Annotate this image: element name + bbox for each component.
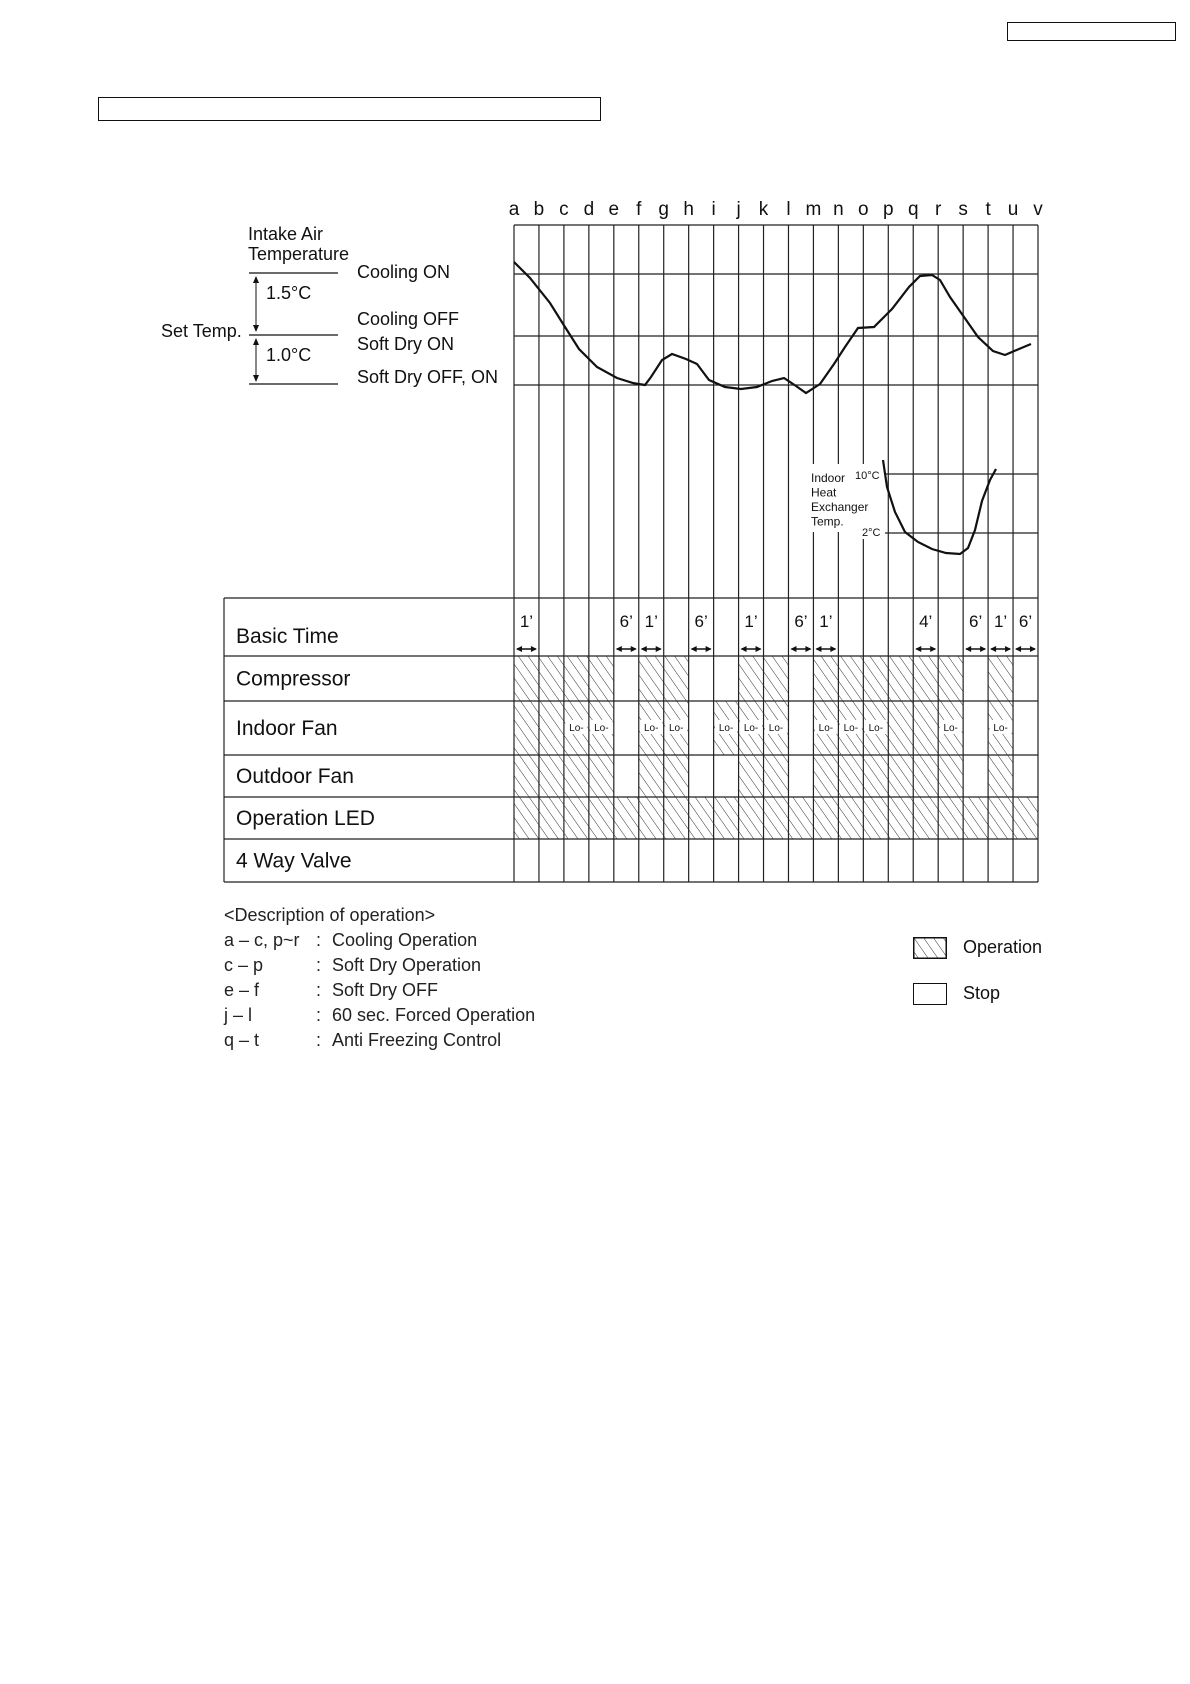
intake-air-temperature-curve (514, 262, 1031, 393)
arrow-down-icon (253, 325, 259, 332)
row-label: Outdoor Fan (236, 765, 354, 788)
basic-time-label: 1’ (744, 612, 758, 631)
hx-high-temp-label: 10°C (855, 470, 880, 482)
arrow-head-left-icon (965, 646, 971, 652)
description-item-sep: : (316, 980, 322, 1000)
column-label-c: c (559, 199, 569, 220)
column-label-t: t (985, 199, 991, 220)
basic-time-label: 6’ (794, 612, 808, 631)
legend-stop (913, 983, 1113, 1007)
description-item-sep: : (316, 930, 322, 950)
basic-time-label: 6’ (694, 612, 708, 631)
lo-label: Lo- (644, 723, 659, 734)
basic-time-label: 6’ (619, 612, 633, 631)
threshold-label: Soft Dry OFF, ON (357, 367, 499, 387)
arrow-head-right-icon (631, 646, 637, 652)
hx-low-temp-label: 2°C (862, 527, 881, 539)
delta-lower-label: 1.0°C (266, 345, 312, 365)
column-label-o: o (858, 199, 869, 220)
arrow-head-right-icon (1005, 646, 1011, 652)
column-label-l: l (786, 199, 791, 220)
intake-air-label-line2: Temperature (248, 244, 350, 264)
lo-label: Lo- (943, 723, 958, 734)
column-label-b: b (533, 199, 545, 220)
arrow-head-right-icon (980, 646, 986, 652)
lo-label: Lo- (718, 723, 734, 734)
lo-label: Lo- (594, 723, 609, 734)
operation-segment (514, 797, 1038, 839)
column-label-e: e (608, 199, 620, 220)
legend-operation (913, 937, 1113, 961)
description-item-text: 60 sec. Forced Operation (332, 1005, 536, 1025)
arrow-head-left-icon (815, 646, 821, 652)
empty-swatch-icon (913, 983, 947, 1005)
basic-time-label: 4’ (919, 612, 933, 631)
lo-label: Lo- (818, 723, 834, 734)
arrow-head-left-icon (1015, 646, 1021, 652)
lo-label: Lo- (768, 723, 784, 734)
column-label-m: m (805, 199, 822, 220)
hx-label-line: Indoor (811, 471, 846, 485)
description-item (224, 978, 644, 1003)
arrow-head-left-icon (990, 646, 996, 652)
arrow-head-left-icon (741, 646, 747, 652)
hx-label-line: Temp. (811, 514, 844, 529)
column-label-v: v (1033, 199, 1043, 220)
description-item-sep: : (316, 955, 322, 975)
operation-description (224, 903, 644, 1053)
column-label-i: i (711, 199, 716, 220)
description-item (224, 1028, 644, 1053)
description-item-text: Anti Freezing Control (332, 1030, 502, 1050)
column-label-j: j (736, 199, 741, 220)
description-item-text: Soft Dry OFF (332, 980, 439, 1000)
legend-stop-label: Stop (963, 983, 1001, 1003)
basic-time-label: 1’ (993, 612, 1008, 631)
threshold-label: Soft Dry ON (357, 334, 455, 354)
intake-air-label-line1: Intake Air (248, 224, 324, 244)
arrow-up-icon (253, 338, 259, 345)
column-label-d: d (583, 199, 595, 220)
row-label: Operation LED (236, 807, 375, 830)
hx-label-line: Exchanger (811, 500, 869, 514)
lo-label: Lo- (843, 723, 859, 734)
legend (913, 937, 1113, 1017)
arrow-head-left-icon (915, 646, 921, 652)
arrow-head-right-icon (706, 646, 712, 652)
description-item-sep: : (316, 1030, 322, 1050)
delta-upper-label: 1.5°C (266, 283, 312, 303)
legend-operation-label: Operation (963, 937, 1043, 957)
arrow-head-right-icon (1030, 646, 1036, 652)
column-label-h: h (683, 199, 694, 220)
hx-label-line: Heat (811, 485, 837, 500)
arrow-head-right-icon (531, 646, 537, 652)
arrow-down-icon (253, 375, 259, 382)
description-item-key: e – f (224, 980, 260, 1000)
basic-time-label: 6’ (1018, 612, 1033, 631)
basic-time-label: 1’ (519, 612, 534, 631)
description-item-key: q – t (224, 1030, 260, 1050)
description-item (224, 928, 644, 953)
arrow-head-left-icon (616, 646, 622, 652)
row-label: Compressor (236, 667, 351, 691)
column-label-n: n (833, 199, 844, 220)
column-label-r: r (935, 199, 942, 220)
row-label: Indoor Fan (236, 717, 338, 740)
description-item-key: a – c, p~r (224, 930, 300, 950)
arrow-head-right-icon (656, 646, 662, 652)
column-label-q: q (907, 199, 919, 220)
column-label-p: p (882, 199, 894, 220)
lo-label: Lo- (668, 723, 684, 734)
set-temp-label: Set Temp. (161, 321, 242, 341)
column-label-g: g (658, 199, 670, 220)
arrow-head-left-icon (790, 646, 796, 652)
description-item-sep: : (316, 1005, 322, 1025)
arrow-head-left-icon (691, 646, 697, 652)
column-label-s: s (958, 199, 968, 220)
description-item-key: c – p (224, 955, 264, 975)
description-item-text: Cooling Operation (332, 930, 478, 950)
basic-time-label: 1’ (644, 612, 658, 631)
operation-segment (988, 656, 1013, 701)
arrow-head-right-icon (756, 646, 762, 652)
arrow-head-right-icon (830, 646, 836, 652)
arrow-up-icon (253, 276, 259, 283)
threshold-label: Cooling ON (357, 262, 451, 282)
arrow-head-right-icon (805, 646, 811, 652)
lo-label: Lo- (868, 723, 884, 734)
basic-time-label: 1’ (819, 612, 833, 631)
hatch-swatch-icon (913, 937, 947, 959)
lo-label: Lo- (569, 723, 584, 734)
arrow-head-left-icon (641, 646, 647, 652)
row-label: Basic Time (236, 625, 339, 648)
column-label-f: f (636, 199, 642, 220)
column-label-u: u (1007, 199, 1019, 220)
column-label-a: a (508, 199, 520, 220)
lo-label: Lo- (743, 723, 759, 734)
lo-label: Lo- (993, 723, 1008, 734)
basic-time-label: 6’ (969, 612, 983, 631)
description-heading: <Description of operation> (224, 905, 436, 925)
description-item (224, 953, 644, 978)
arrow-head-left-icon (516, 646, 522, 652)
threshold-label: Cooling OFF (357, 309, 460, 329)
description-item-text: Soft Dry Operation (332, 955, 482, 975)
row-label: 4 Way Valve (236, 849, 352, 873)
arrow-head-right-icon (930, 646, 936, 652)
operation-segment (988, 755, 1013, 797)
description-item (224, 1003, 644, 1028)
column-label-k: k (758, 199, 769, 220)
description-item-key: j – l (224, 1005, 253, 1025)
